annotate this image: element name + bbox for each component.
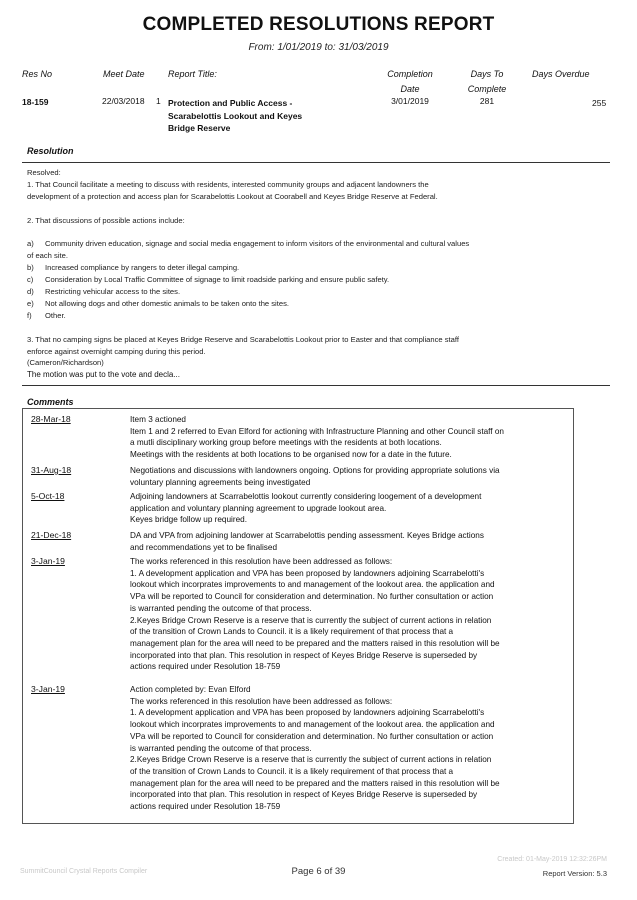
comment-date: 3-Jan-19 (31, 684, 65, 694)
comment-text: Negotiations and discussions with landowners ongoing. Options for providing appropriate solutions via voluntary planning agreements being investigated (130, 466, 500, 487)
comments-heading: Comments (27, 397, 74, 407)
report-source: SummitCouncil Crystal Reports Compiler (20, 868, 148, 875)
resolution-heading: Resolution (27, 146, 74, 156)
item-number-value: 1 (156, 96, 161, 106)
meet-date-value: 22/03/2018 (102, 96, 145, 106)
comment-text: DA and VPA from adjoining landower at Scarrabelottis pending assessment. Keyes Bridge actions and recommendations yet to be finalised (130, 531, 484, 552)
comment-date: 5-Oct-18 (31, 491, 65, 501)
completion-date-value: 3/01/2019 (391, 96, 429, 106)
report-title-value: Protection and Public Access - Scarabelottis Lookout and Keyes Bridge Reserve (168, 98, 303, 133)
col-report-title: Report Title: (168, 69, 217, 79)
days-to-complete-value: 281 (479, 96, 495, 106)
page-number: Page 6 of 39 (291, 866, 346, 877)
report-date-range: From: 1/01/2019 to: 31/03/2019 (248, 42, 389, 53)
col-meet-date: Meet Date (103, 69, 145, 79)
col-days-to: Days To (470, 69, 504, 79)
created-timestamp: Created: 01-May-2019 12:32:26PM (497, 856, 607, 863)
resolution-body: Resolved: 1. That Council facilitate a meeting to discuss with residents, interested community groups and adjacent landowners the development of a protection and access plan for Scarabelottis Lookout at Coorabell and Keyes Bridge Reserve at Federal. 2. That discussions of possible actions include: a) Community driven education, signage and social media engagement to inform visitors of the environmental and cultural values of each site. b) Increased compliance by rangers to deter illegal camping. c) Consideration by Local Traffic Committee of signage to limit roadside parking and ensure public safety. d) Restricting vehicular access to the sites. e) Not allowing dogs and other domestic animals to be taken onto the sites. f) Other. 3. That no camping signs be placed at Keyes Bridge Reserve and Scarabelottis Lookout prior to Easter and that compliance staff enforce against overnight camping during this period. (Cameron/Richardson) The motion was put to the vote and decla... (27, 168, 470, 380)
comment-date: 28-Mar-18 (31, 414, 71, 424)
divider (22, 385, 610, 386)
report-title: COMPLETED RESOLUTIONS REPORT (142, 14, 495, 35)
col-days-overdue: Days Overdue (532, 69, 590, 79)
days-overdue-value: 255 (592, 98, 607, 108)
col-days-to-complete: Complete (467, 84, 507, 94)
comment-text: Item 3 actioned Item 1 and 2 referred to Evan Elford for actioning with Infrastructure Planning and other Council staff on a mutli disciplinary working group before meetings with the residents at both locations. Meetings with the residents at both locations to be organised now for a date in the future. (130, 415, 504, 460)
comment-text: The works referenced in this resolution have been addressed as follows: 1. A development application and VPA has been proposed by landowners adjoining Scarrabelotti's lookout which incorprates improvements to and management of the lookout area. the application and VPa will be reported to Council for consideration and determination. No further consultation or action is warranted pending the outcome of that process. 2.Keyes Bridge Crown Reserve is a reserve that is currently the subject of current actions in relation of the transition of Crown Lands to Council. it is a likely requirement of that process that a management plan for the area will need to be prepared and the matters raised in this resolution will be incorporated into that plan. This resolution in respect of Keyes Bridge Reserve is superseded by actions required under Resolution 18-759 (130, 557, 500, 672)
res-no-value: 18-159 (22, 97, 49, 107)
comment-date: 3-Jan-19 (31, 556, 65, 566)
col-res-no: Res No (22, 69, 53, 79)
comment-date: 21-Dec-18 (31, 530, 72, 540)
divider (22, 162, 610, 163)
comment-text: Action completed by: Evan Elford The works referenced in this resolution have been addressed as follows: 1. A development application and VPA has been proposed by landowners adjoining Scarrabelotti's lookout which incorprates improvements to and management of the lookout area. the application and VPa will be reported to Council for consideration and determination. No further consultation or action is warranted pending the outcome of that process. 2.Keyes Bridge Crown Reserve is a reserve that is currently the subject of current actions in relation of the transition of Crown Lands to Council. it is a likely requirement of that process that a management plan for the area will need to be prepared and the matters raised in this resolution will be incorporated into that plan. This resolution in respect of Keyes Bridge Reserve is superseded by actions required under Resolution 18-759 (130, 685, 500, 812)
comment-date: 31-Aug-18 (31, 465, 72, 475)
col-completion: Completion (387, 69, 433, 79)
report-version: Report Version: 5.3 (542, 869, 607, 878)
col-completion-date: Date (400, 84, 420, 94)
comment-text: Adjoining landowners at Scarrabelottis lookout currently considering loogement of a development application and voluntary planning agreement to upgrade lookout area. Keyes bridge follow up required. (130, 492, 482, 525)
